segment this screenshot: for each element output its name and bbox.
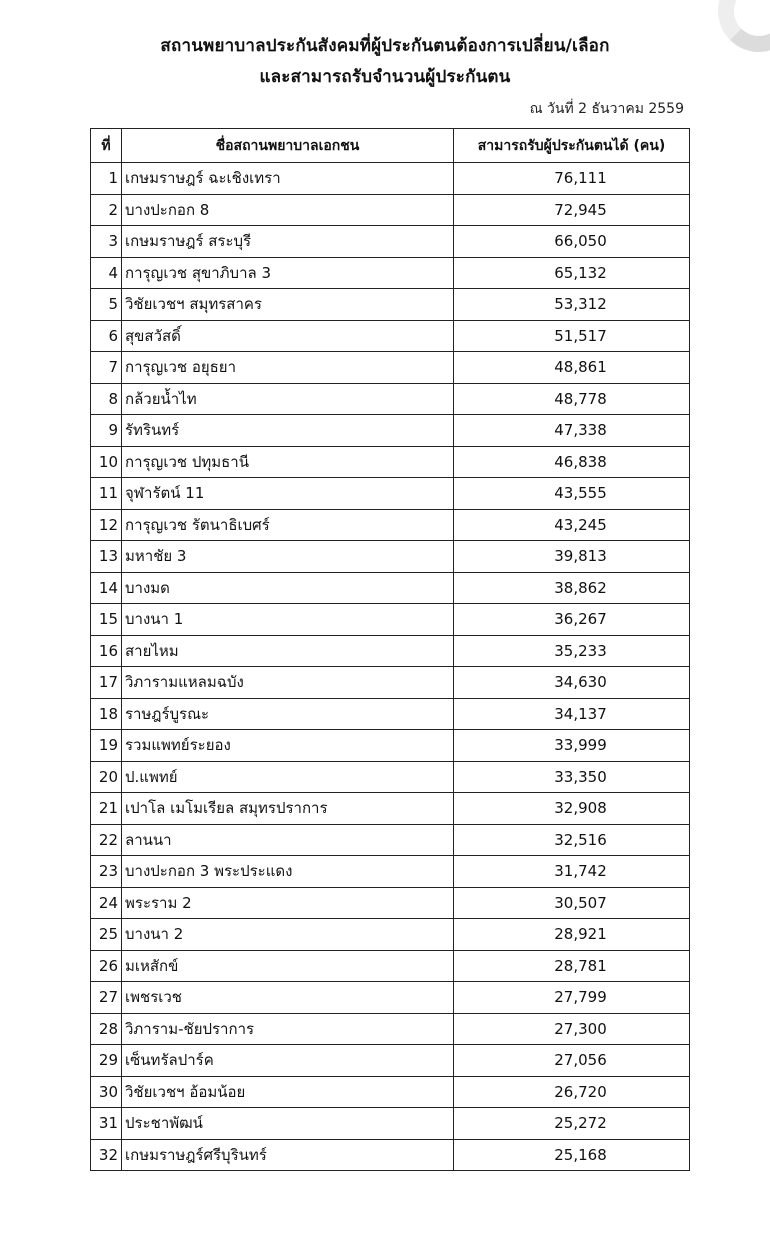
table-row [91, 667, 690, 699]
table-row [91, 887, 690, 919]
row-number: 3 [91, 226, 122, 258]
document-title-line-2: และสามารถรับจำนวนผู้ประกันตน [259, 67, 511, 87]
table-row [91, 761, 690, 793]
row-number: 24 [91, 887, 122, 919]
table-row [91, 1108, 690, 1140]
table-row [91, 1139, 690, 1171]
table-row [91, 730, 690, 762]
capacity-value: 31,742 [454, 856, 690, 888]
capacity-value: 51,517 [454, 320, 690, 352]
hospital-name: ประชาพัฒน์ [122, 1108, 454, 1140]
hospital-name: เพชรเวช [122, 982, 454, 1014]
header-hospital-name: ชื่อสถานพยาบาลเอกชน [122, 129, 454, 163]
table-row [91, 919, 690, 951]
hospital-name: การุญเวช ปทุมธานี [122, 446, 454, 478]
row-number: 22 [91, 824, 122, 856]
capacity-value: 66,050 [454, 226, 690, 258]
table-row [91, 793, 690, 825]
hospital-name: กล้วยน้ำไท [122, 383, 454, 415]
row-number: 4 [91, 257, 122, 289]
table-row [91, 257, 690, 289]
hospital-name: สายไหม [122, 635, 454, 667]
row-number: 30 [91, 1076, 122, 1108]
hospital-capacity-table [90, 128, 690, 1171]
row-number: 7 [91, 352, 122, 384]
capacity-value: 53,312 [454, 289, 690, 321]
capacity-value: 36,267 [454, 604, 690, 636]
row-number: 16 [91, 635, 122, 667]
capacity-value: 25,168 [454, 1139, 690, 1171]
capacity-value: 48,778 [454, 383, 690, 415]
row-number: 11 [91, 478, 122, 510]
hospital-name: เกษมราษฎร์ สระบุรี [122, 226, 454, 258]
table-row [91, 541, 690, 573]
table-row [91, 289, 690, 321]
capacity-value: 76,111 [454, 163, 690, 195]
hospital-name: รัทรินทร์ [122, 415, 454, 447]
hospital-name: วิภารามแหลมฉบัง [122, 667, 454, 699]
table-row [91, 446, 690, 478]
capacity-value: 33,999 [454, 730, 690, 762]
hospital-name: ป.แพทย์ [122, 761, 454, 793]
row-number: 1 [91, 163, 122, 195]
table-header-row [91, 129, 690, 163]
table-row [91, 226, 690, 258]
hospital-name: มหาชัย 3 [122, 541, 454, 573]
hospital-name: เกษมราษฎร์ศรีบุรินทร์ [122, 1139, 454, 1171]
capacity-value: 33,350 [454, 761, 690, 793]
table-row [91, 1045, 690, 1077]
hospital-name: เกษมราษฎร์ ฉะเชิงเทรา [122, 163, 454, 195]
table-row [91, 572, 690, 604]
capacity-value: 30,507 [454, 887, 690, 919]
row-number: 10 [91, 446, 122, 478]
table-row [91, 509, 690, 541]
header-number: ที่ [91, 129, 122, 163]
hospital-name: มเหสักข์ [122, 950, 454, 982]
hospital-name: เซ็นทรัลปาร์ค [122, 1045, 454, 1077]
row-number: 23 [91, 856, 122, 888]
table-row [91, 698, 690, 730]
hospital-name: บางนา 2 [122, 919, 454, 951]
row-number: 5 [91, 289, 122, 321]
row-number: 18 [91, 698, 122, 730]
capacity-value: 27,056 [454, 1045, 690, 1077]
row-number: 26 [91, 950, 122, 982]
hospital-name: รวมแพทย์ระยอง [122, 730, 454, 762]
row-number: 31 [91, 1108, 122, 1140]
row-number: 25 [91, 919, 122, 951]
hospital-name: พระราม 2 [122, 887, 454, 919]
hospital-name: บางมด [122, 572, 454, 604]
row-number: 12 [91, 509, 122, 541]
table-row [91, 478, 690, 510]
table-row [91, 352, 690, 384]
row-number: 14 [91, 572, 122, 604]
table-row [91, 635, 690, 667]
as-of-date: ณ วันที่ 2 ธันวาคม 2559 [529, 101, 684, 117]
table-row [91, 163, 690, 195]
table-row [91, 982, 690, 1014]
capacity-value: 26,720 [454, 1076, 690, 1108]
capacity-value: 34,630 [454, 667, 690, 699]
table-row [91, 1076, 690, 1108]
hospital-name: บางปะกอก 3 พระประแดง [122, 856, 454, 888]
hospital-name: สุขสวัสดิ์ [122, 320, 454, 352]
hospital-name: การุญเวช รัตนาธิเบศร์ [122, 509, 454, 541]
capacity-value: 25,272 [454, 1108, 690, 1140]
row-number: 27 [91, 982, 122, 1014]
row-number: 21 [91, 793, 122, 825]
row-number: 32 [91, 1139, 122, 1171]
hospital-name: วิชัยเวชฯ สมุทรสาคร [122, 289, 454, 321]
capacity-value: 27,799 [454, 982, 690, 1014]
capacity-value: 46,838 [454, 446, 690, 478]
row-number: 13 [91, 541, 122, 573]
hospital-name: วิภาราม-ชัยปราการ [122, 1013, 454, 1045]
document-title-line-1: สถานพยาบาลประกันสังคมที่ผู้ประกันตนต้องการเปลี่ยน/เลือก [160, 36, 610, 56]
row-number: 20 [91, 761, 122, 793]
table-body [91, 163, 690, 1171]
table-row [91, 1013, 690, 1045]
hospital-name: จุฬารัตน์ 11 [122, 478, 454, 510]
hospital-name: ราษฎร์บูรณะ [122, 698, 454, 730]
table-row [91, 383, 690, 415]
capacity-value: 39,813 [454, 541, 690, 573]
hospital-name: การุญเวช สุขาภิบาล 3 [122, 257, 454, 289]
row-number: 8 [91, 383, 122, 415]
capacity-value: 28,781 [454, 950, 690, 982]
capacity-value: 32,516 [454, 824, 690, 856]
capacity-value: 35,233 [454, 635, 690, 667]
table-row [91, 194, 690, 226]
hospital-name: วิชัยเวชฯ อ้อมน้อย [122, 1076, 454, 1108]
capacity-value: 38,862 [454, 572, 690, 604]
row-number: 9 [91, 415, 122, 447]
row-number: 28 [91, 1013, 122, 1045]
table-row [91, 415, 690, 447]
table-row [91, 824, 690, 856]
capacity-value: 27,300 [454, 1013, 690, 1045]
capacity-value: 34,137 [454, 698, 690, 730]
row-number: 17 [91, 667, 122, 699]
table-row [91, 604, 690, 636]
hospital-name: การุญเวช อยุธยา [122, 352, 454, 384]
hospital-name: บางปะกอก 8 [122, 194, 454, 226]
table-row [91, 320, 690, 352]
row-number: 15 [91, 604, 122, 636]
hospital-name: ลานนา [122, 824, 454, 856]
capacity-value: 65,132 [454, 257, 690, 289]
row-number: 2 [91, 194, 122, 226]
table-row [91, 856, 690, 888]
table-row [91, 950, 690, 982]
capacity-value: 28,921 [454, 919, 690, 951]
row-number: 19 [91, 730, 122, 762]
capacity-value: 48,861 [454, 352, 690, 384]
capacity-value: 72,945 [454, 194, 690, 226]
hospital-name: เปาโล เมโมเรียล สมุทรปราการ [122, 793, 454, 825]
row-number: 6 [91, 320, 122, 352]
row-number: 29 [91, 1045, 122, 1077]
header-capacity: สามารถรับผู้ประกันตนได้ (คน) [454, 129, 690, 163]
capacity-value: 43,555 [454, 478, 690, 510]
capacity-value: 43,245 [454, 509, 690, 541]
capacity-value: 32,908 [454, 793, 690, 825]
hospital-name: บางนา 1 [122, 604, 454, 636]
capacity-value: 47,338 [454, 415, 690, 447]
